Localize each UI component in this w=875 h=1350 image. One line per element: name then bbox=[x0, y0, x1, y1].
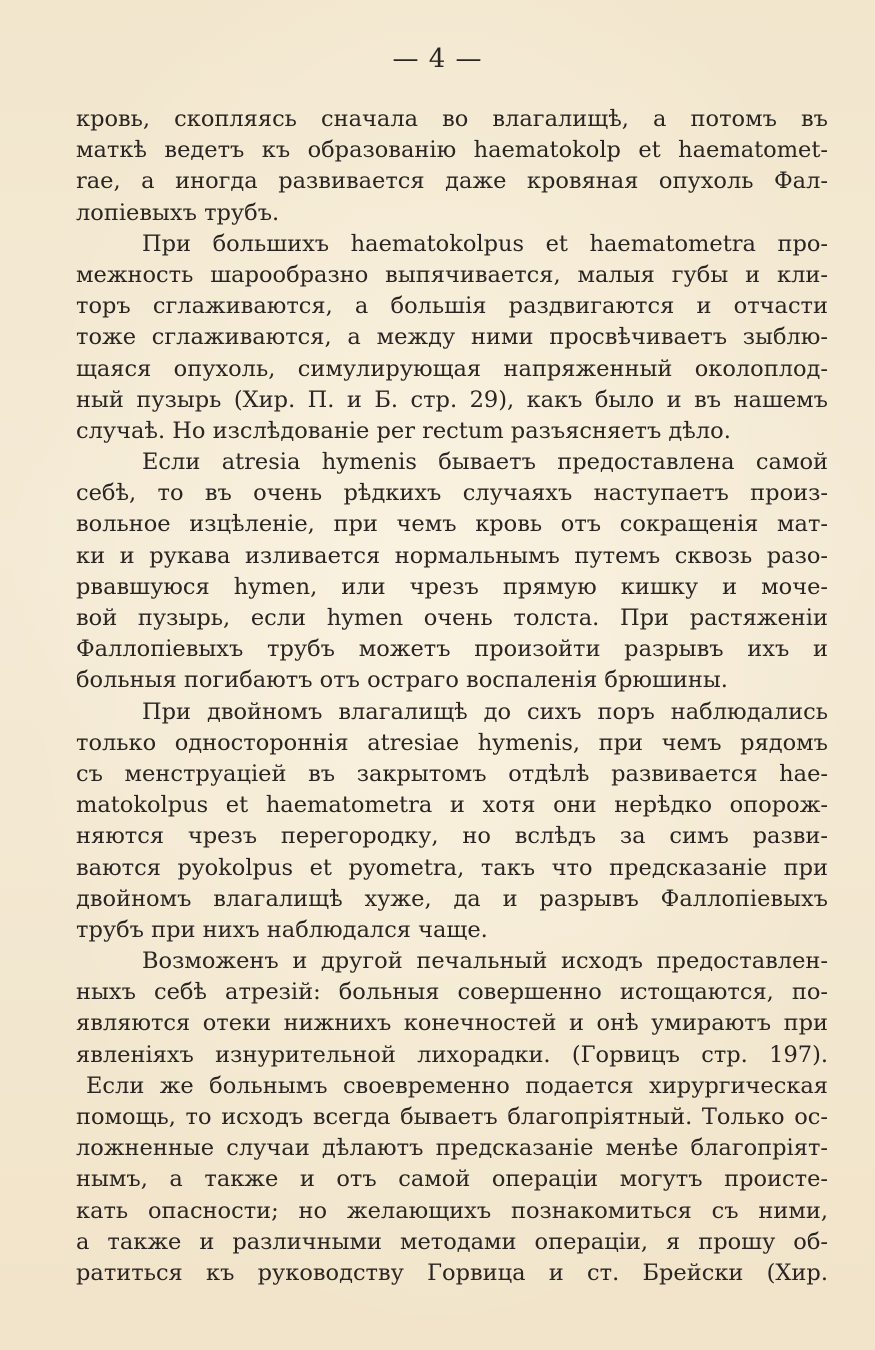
text-line: кровь, скопляясь сначала во влагалищѣ, а потомъ въ bbox=[76, 106, 828, 132]
text-line: двойномъ влагалищѣ хуже, да и разрывъ Фаллопіевыхъ bbox=[76, 885, 828, 912]
text-line: rae, а иногда развивается даже кровяная опухоль Фал- bbox=[76, 168, 828, 195]
text-line: торъ сглаживаются, а большія раздвигаются и отчасти bbox=[76, 293, 828, 320]
text-line: ки и рукава изливается нормальнымъ путемъ сквозь разо- bbox=[76, 542, 828, 569]
text-line: больныя погибаютъ отъ остраго воспаленія брюшины. bbox=[76, 667, 728, 694]
text-line: лопіевыхъ трубъ. bbox=[76, 199, 280, 226]
text-line: matokolpus et haematometra и хотя они нерѣдко опорож- bbox=[76, 792, 828, 819]
text-line: щаяся опухоль, симулирующая напряженный околоплод- bbox=[76, 355, 828, 382]
text-line: а также и различными методами операціи, я прошу об- bbox=[76, 1228, 828, 1255]
body-text bbox=[76, 104, 828, 1289]
text-line: ваются pyokolpus et pyometra, такъ что предсказаніе при bbox=[76, 854, 828, 881]
text-line: помощь, то исходъ всегда бываетъ благопріятный. Только ос- bbox=[76, 1104, 828, 1130]
text-line: При большихъ haematokolpus et haematometra про- bbox=[142, 230, 828, 257]
text-line: кать опасности; но желающихъ познакомиться съ ними, bbox=[76, 1197, 828, 1224]
text-line: няются чрезъ перегородку, но вслѣдъ за симъ разви- bbox=[76, 823, 828, 850]
text-line: Если же больнымъ своевременно подается хирургическая bbox=[86, 1072, 828, 1099]
text-line: Возможенъ и другой печальный исходъ предоставлен- bbox=[142, 948, 828, 975]
text-line: нымъ, а также и отъ самой операціи могутъ происте- bbox=[76, 1166, 828, 1193]
text-line: только одностороннія atresiae hymenis, при чемъ рядомъ bbox=[76, 729, 828, 756]
text-line: являются отеки нижнихъ конечностей и онѣ умираютъ при bbox=[76, 1010, 828, 1037]
text-line: Фаллопіевыхъ трубъ можетъ произойти разрывъ ихъ и bbox=[76, 636, 828, 663]
text-line: вольное изцѣленіе, при чемъ кровь отъ сокращенія мат- bbox=[76, 511, 828, 538]
text-line: вой пузырь, если hymen очень толста. При растяженіи bbox=[76, 605, 828, 631]
text-line: трубъ при нихъ наблюдался чаще. bbox=[76, 916, 488, 943]
text-line: При двойномъ влагалищѣ до сихъ поръ наблюдались bbox=[142, 698, 828, 725]
text-line: маткѣ ведетъ къ образованію haematokolp et haematomet- bbox=[76, 137, 828, 164]
text-line: ный пузырь (Хир. П. и Б. стр. 29), какъ было и въ нашемъ bbox=[76, 386, 828, 413]
text-line: съ менструаціей въ закрытомъ отдѣлѣ развивается hae- bbox=[76, 760, 828, 787]
page-number: — 4 — bbox=[392, 44, 483, 74]
text-line: ратиться къ руководству Горвица и ст. Брейски (Хир. bbox=[76, 1259, 828, 1286]
text-line: ныхъ себѣ атрезій: больныя совершенно истощаются, по- bbox=[76, 979, 828, 1006]
text-line: тоже сглаживаются, а между ними просвѣчиваетъ зыблю- bbox=[76, 324, 828, 351]
text-line: ложненные случаи дѣлаютъ предсказаніе менѣе благопріят- bbox=[76, 1135, 828, 1162]
text-line: случаѣ. Но изслѣдованіе per rectum разъясняетъ дѣло. bbox=[76, 417, 731, 444]
text-line: рвавшуюся hymen, или чрезъ прямую кишку и моче- bbox=[76, 573, 828, 600]
text-line: себѣ, то въ очень рѣдкихъ случаяхъ наступаетъ произ- bbox=[76, 480, 828, 507]
text-line: Если atresia hymenis бываетъ предоставлена самой bbox=[142, 449, 828, 476]
text-line: явленіяхъ изнурительной лихорадки. (Горвицъ стр. 197). bbox=[76, 1041, 828, 1068]
text-line: межность шарообразно выпячивается, малыя губы и кли- bbox=[76, 261, 828, 288]
